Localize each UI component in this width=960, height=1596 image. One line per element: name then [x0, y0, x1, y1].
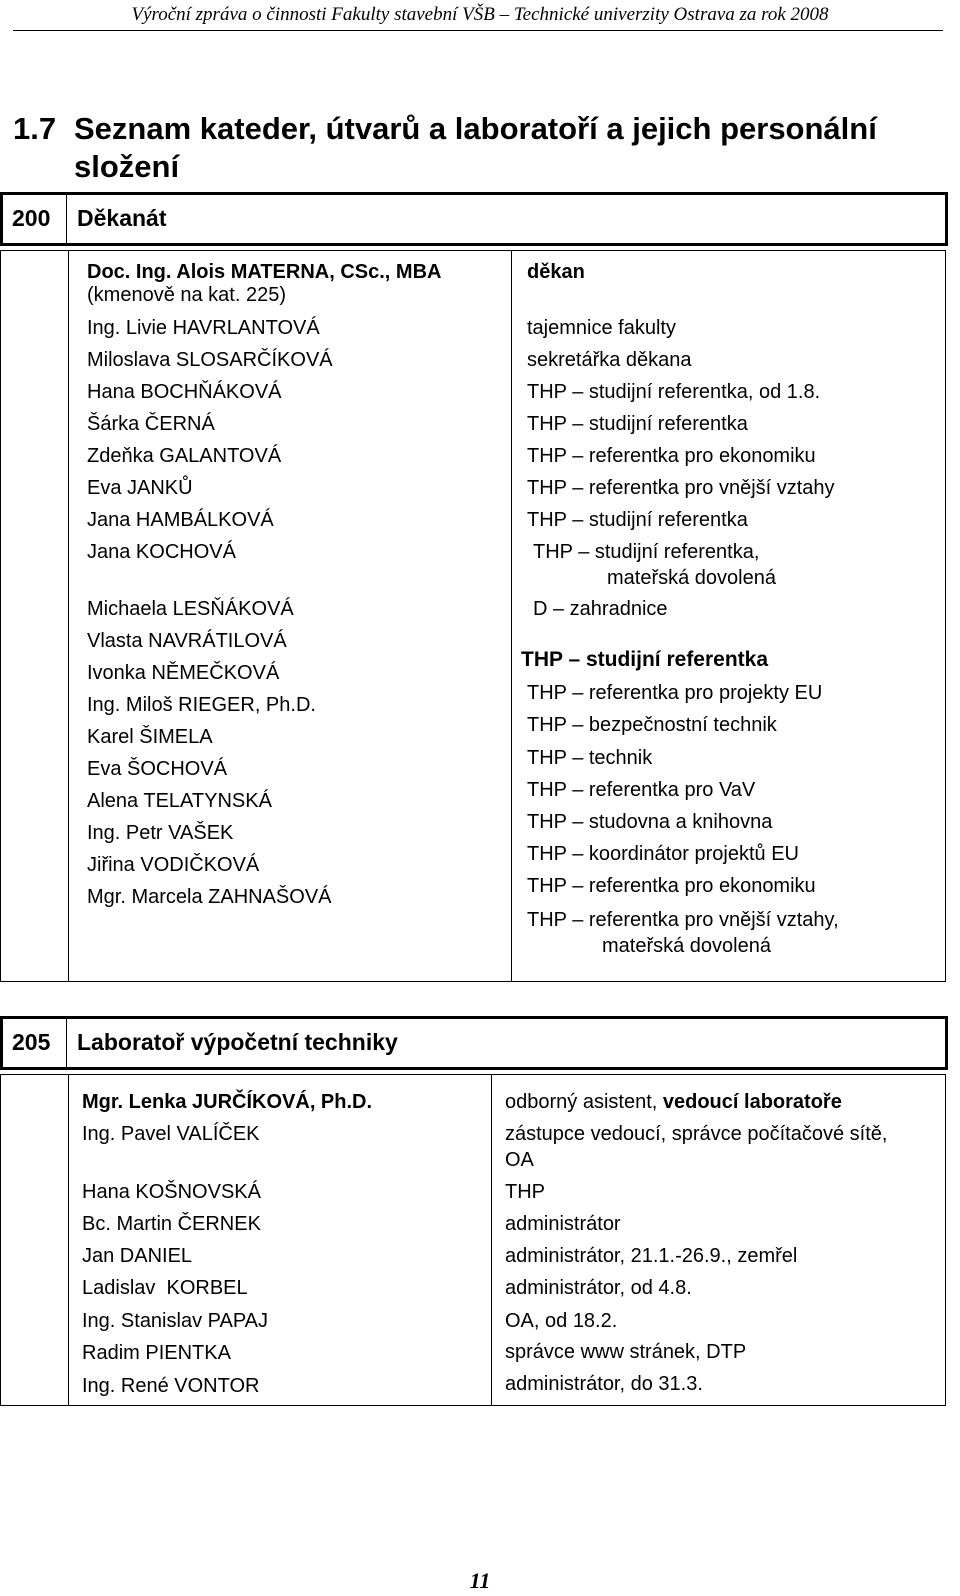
section-number: 1.7: [13, 111, 57, 146]
staff-role: THP – koordinátor projektů EU: [527, 843, 799, 865]
staff-name: Doc. Ing. Alois MATERNA, CSc., MBA: [87, 261, 442, 283]
staff-name: Ladislav KORBEL: [82, 1277, 248, 1299]
dept-name: Děkanát: [77, 205, 167, 231]
staff-role: administrátor, 21.1.-26.9., zemřel: [505, 1245, 798, 1267]
staff-name: Miloslava SLOSARČÍKOVÁ: [87, 349, 333, 371]
staff-name: Ing. Petr VAŠEK: [87, 822, 234, 844]
staff-name: Alena TELATYNSKÁ: [87, 790, 272, 812]
staff-role-cont: OA: [505, 1149, 534, 1171]
staff-name: Ing. René VONTOR: [82, 1375, 260, 1397]
staff-role: THP – referentka pro ekonomiku: [527, 445, 816, 467]
staff-role: sekretářka děkana: [527, 349, 692, 371]
staff-name: Jan DANIEL: [82, 1245, 193, 1267]
dept-200-header: [0, 192, 948, 246]
staff-role: THP – referentka pro vnější vztahy,: [527, 909, 839, 931]
staff-role: administrátor, do 31.3.: [505, 1373, 703, 1395]
staff-role: THP – studijní referentka: [521, 648, 769, 671]
staff-name: Radim PIENTKA: [82, 1342, 231, 1364]
staff-role: D – zahradnice: [533, 598, 668, 620]
staff-role: THP – studijní referentka: [527, 509, 748, 531]
staff-role: THP – bezpečnostní technik: [527, 714, 777, 736]
staff-name: Ivonka NĚMEČKOVÁ: [87, 662, 280, 684]
staff-name: Ing. Pavel VALÍČEK: [82, 1123, 260, 1145]
staff-role: THP – studovna a knihovna: [527, 811, 773, 833]
staff-role: zástupce vedoucí, správce počítačové sítě,: [505, 1123, 888, 1145]
dept-205-table: [0, 1074, 946, 1406]
staff-role-emphasis: vedoucí laboratoře: [662, 1091, 842, 1113]
staff-role: THP – technik: [527, 747, 653, 769]
column-divider: [68, 251, 69, 981]
section-title: Seznam kateder, útvarů a laboratoří a jejich personální složení: [74, 111, 877, 184]
staff-role: [505, 1089, 842, 1115]
staff-name: Jana HAMBÁLKOVÁ: [87, 509, 274, 531]
staff-role: THP – referentka pro VaV: [527, 779, 756, 801]
dept-code: 200: [12, 205, 51, 231]
header-divider: [66, 195, 67, 243]
staff-role-cont: mateřská dovolená: [602, 935, 771, 957]
staff-name: Eva JANKŮ: [87, 477, 193, 499]
column-divider: [68, 1075, 69, 1405]
staff-role: THP – referentka pro ekonomiku: [527, 875, 816, 897]
dept-code: 205: [12, 1029, 51, 1055]
staff-name: Eva ŠOCHOVÁ: [87, 758, 228, 780]
staff-role: tajemnice fakulty: [527, 317, 676, 339]
staff-name: Zdeňka GALANTOVÁ: [87, 445, 282, 467]
page-number: 11: [469, 1568, 491, 1593]
staff-role: THP: [505, 1181, 545, 1203]
staff-role: administrátor, od 4.8.: [505, 1277, 692, 1299]
staff-name: Hana BOCHŇÁKOVÁ: [87, 381, 282, 403]
staff-role: administrátor: [505, 1213, 621, 1235]
staff-role: správce www stránek, DTP: [505, 1341, 747, 1363]
staff-role: děkan: [527, 261, 585, 283]
staff-role: OA, od 18.2.: [505, 1310, 618, 1332]
staff-name: Mgr. Lenka JURČÍKOVÁ, Ph.D.: [82, 1091, 373, 1113]
page-header: Výroční zpráva o činnosti Fakulty stavební VŠB – Technické univerzity Ostrava za rok 2008: [131, 4, 829, 25]
dept-name: Laboratoř výpočetní techniky: [77, 1029, 398, 1055]
dept-200-table: [0, 250, 946, 982]
staff-role-cont: mateřská dovolená: [607, 567, 776, 589]
dept-205-header: [0, 1016, 948, 1070]
staff-role: THP – studijní referentka, od 1.8.: [527, 381, 821, 403]
column-divider: [511, 251, 512, 981]
staff-role-text: odborný asistent,: [505, 1091, 663, 1113]
staff-name: Ing. Miloš RIEGER, Ph.D.: [87, 694, 316, 716]
staff-name: Jiřina VODIČKOVÁ: [87, 854, 260, 876]
staff-name: Bc. Martin ČERNEK: [82, 1213, 261, 1235]
staff-name: Michaela LESŇÁKOVÁ: [87, 598, 294, 620]
staff-role: THP – referentka pro projekty EU: [527, 682, 823, 704]
staff-role: THP – studijní referentka: [527, 413, 748, 435]
staff-name: Šárka ČERNÁ: [87, 413, 215, 435]
column-divider: [491, 1075, 492, 1405]
staff-name: Hana KOŠNOVSKÁ: [82, 1181, 261, 1203]
staff-role: THP – referentka pro vnější vztahy: [527, 477, 835, 499]
staff-role: THP – studijní referentka,: [533, 541, 760, 563]
staff-name: Jana KOCHOVÁ: [87, 541, 236, 563]
staff-name: Karel ŠIMELA: [87, 726, 213, 748]
header-rule: [13, 30, 943, 31]
header-divider: [66, 1019, 67, 1067]
staff-name: Vlasta NAVRÁTILOVÁ: [87, 630, 287, 652]
staff-note: (kmenově na kat. 225): [87, 284, 286, 306]
staff-name: Mgr. Marcela ZAHNAŠOVÁ: [87, 886, 332, 908]
staff-name: Ing. Livie HAVRLANTOVÁ: [87, 317, 320, 339]
staff-name: Ing. Stanislav PAPAJ: [82, 1310, 269, 1332]
